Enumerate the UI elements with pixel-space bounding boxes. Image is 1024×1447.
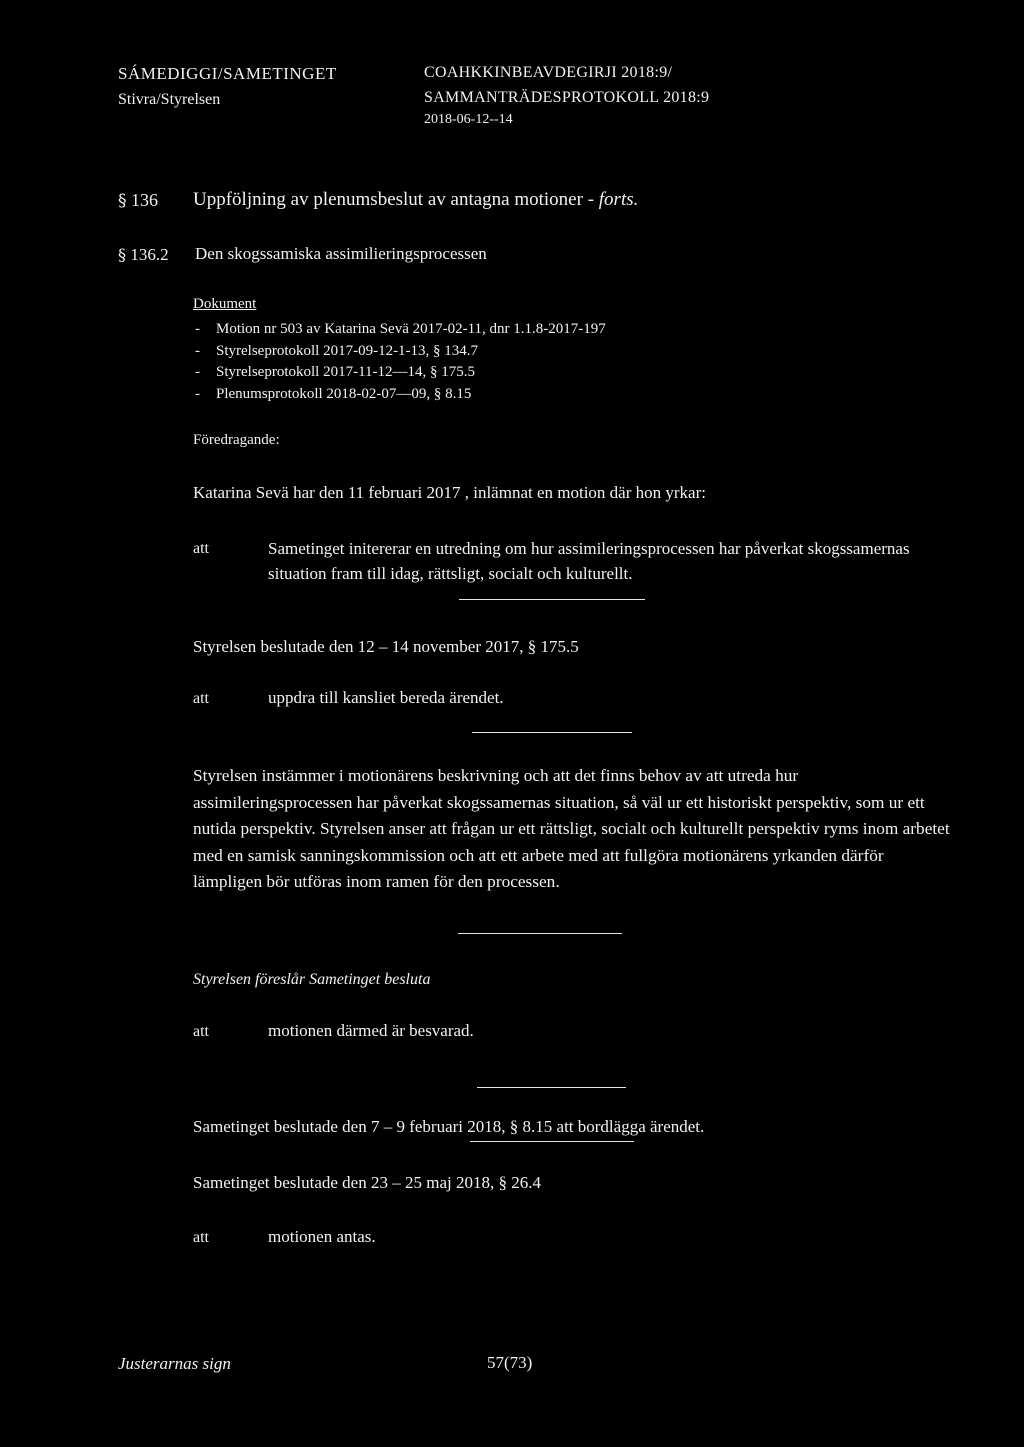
- board-statement: Styrelsen instämmer i motionärens beskrivning och att det finns behov av att utreda hur assimileringsprocessen har påverkat skogssamernas situation, så väl ur ett historiskt perspektiv, som ur ett nutida perspektiv. Styrelsen anser att frågan ur ett rättsligt, socialt och kulturellt perspektiv ryms inom arbetet med en samisk sanningskommission och att ett arbete med att fullgöra motionärens yrkanden därför lämpligen bör utföras inom ramen för den processen.: [193, 766, 950, 891]
- document-title-swedish: SAMMANTRÄDESPROTOKOLL 2018:9: [424, 89, 710, 106]
- list-dash: -: [195, 364, 200, 380]
- section-number-value: 136: [131, 190, 159, 210]
- section-symbol: §: [118, 191, 127, 211]
- plenum-decision-action: motionen antas.: [268, 1227, 376, 1246]
- divider: [472, 732, 632, 733]
- subsection-symbol: §: [118, 245, 127, 264]
- proposal-heading: Styrelsen föreslår Sametinget besluta: [193, 971, 431, 988]
- divider: [470, 1141, 634, 1142]
- page-number: 57(73): [487, 1353, 533, 1372]
- documents-list: [195, 319, 606, 405]
- document-item-text: Styrelseprotokoll 2017-11-12—14, § 175.5: [216, 364, 476, 380]
- list-dash: -: [195, 385, 200, 402]
- list-dash: -: [195, 321, 200, 337]
- divider: [459, 599, 645, 600]
- subsection-title: Den skogssamiska assimilieringsprocessen: [195, 244, 487, 263]
- organization-name: SÁMEDIGGI/SAMETINGET: [118, 64, 337, 83]
- signature-label: Justerarnas sign: [118, 1354, 231, 1373]
- document-title-sami: COAHKKINBEAVDEGIRJI 2018:9/: [424, 64, 673, 81]
- board-decision-text: Styrelsen beslutade den 12 – 14 november 2017, § 175.5: [193, 637, 579, 656]
- subsection-number: [118, 245, 169, 265]
- att-label: att: [193, 690, 209, 707]
- document-item: [195, 341, 606, 363]
- document-item: [195, 362, 606, 384]
- att-label: att: [193, 1229, 209, 1246]
- divider: [477, 1087, 626, 1088]
- proposal-text: motionen därmed är besvarad.: [268, 1021, 474, 1040]
- section-title-text: Uppföljning av plenumsbeslut av antagna motioner -: [193, 189, 599, 210]
- att-label: att: [193, 540, 209, 557]
- section-number: [118, 190, 158, 211]
- document-item-text: Plenumsprotokoll 2018-02-07—09, § 8.15: [216, 385, 472, 402]
- document-item-text: Motion nr 503 av Katarina Sevä 2017-02-11, dnr 1.1.8-2017-197: [216, 321, 606, 337]
- presenter-label: Föredragande:: [193, 432, 280, 448]
- list-dash: -: [195, 342, 200, 359]
- document-item: [195, 384, 606, 406]
- plenum-decision-postpone: Sametinget beslutade den 7 – 9 februari 2018, § 8.15 att bordlägga ärendet.: [193, 1117, 705, 1136]
- plenum-decision-final: Sametinget beslutade den 23 – 25 maj 2018, § 26.4: [193, 1173, 541, 1192]
- document-item: [195, 319, 606, 341]
- motion-intro: Katarina Sevä har den 11 februari 2017 , inlämnat en motion där hon yrkar:: [193, 483, 706, 502]
- section-title-suffix: forts.: [598, 189, 639, 210]
- att-label: att: [193, 1023, 209, 1040]
- document-item-text: Styrelseprotokoll 2017-09-12-1-13, § 134.7: [216, 342, 479, 359]
- divider: [458, 933, 622, 934]
- meeting-dates: 2018-06-12--14: [424, 112, 513, 127]
- section-title: [193, 189, 638, 211]
- organization-unit: Stivra/Styrelsen: [118, 91, 221, 108]
- motion-claim-text: Sametinget initererar en utredning om hur assimileringsprocessen har påverkat skogssamernas situation fram till idag, rättsligt, socialt och kulturellt.: [268, 539, 910, 583]
- documents-heading: Dokument: [193, 296, 257, 312]
- subsection-number-value: 136.2: [130, 245, 169, 264]
- board-decision-action: uppdra till kansliet bereda ärendet.: [268, 688, 504, 707]
